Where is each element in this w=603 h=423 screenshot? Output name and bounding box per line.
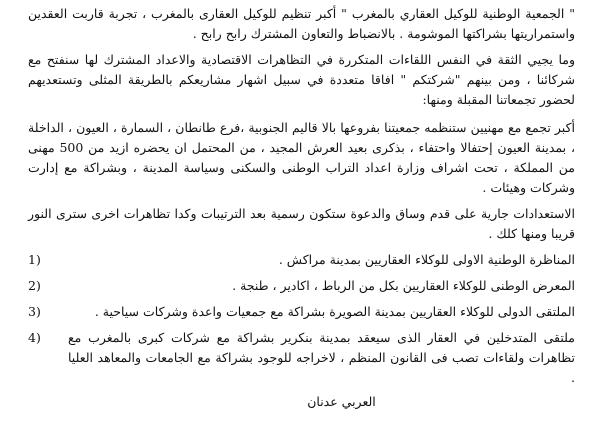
list-item-text: المعرض الوطنى للوكلاء العقاريين بكل من الرباط ، اكادير ، طنجة . bbox=[232, 278, 575, 293]
list-item-number: 3) bbox=[28, 304, 41, 319]
list-item-text: الملتقى الدولى للوكلاء العقاريين بمدينة الصويرة بشراكة مع جمعيات واعدة وشركات سياحية . bbox=[94, 304, 575, 319]
paragraph-intro: " الجمعية الوطنية للوكيل العقاري بالمغرب " أكبر تنظيم للوكيل العقارى بالمغرب ، تجربة قاربت العقدين واستمراريتها بشراكتها الموشومة . بالانضباط والتعاون المشترك رابح رابح . bbox=[28, 6, 575, 41]
document-body bbox=[28, 4, 575, 423]
paragraph-gathering: أكبر تجمع مع مهنيين ستنظمه جمعيتنا بفروعها بالا قاليم الجنوبية ،فرع طانطان ، السمارة ، العيون ، الداخلة ، بمدينة العيون إحتفالا واحتفاء ، بذكرى بعيد العرش المجيد ، من المحتمل ان يحضره ازيد من 500 مهنى من المملكة ، تحت اشراف وزارة اعداد التراب الوطنى والسكنى وسياسة المدينة ، وبشراكة مع إدارت وشركات وهيئات . bbox=[28, 120, 576, 195]
paragraph-partners: وما يجيي الثقة في النفس اللقاءات المتكررة في التظاهرات الاقتصادية والاعداد المشترك لها سنفتح مع شركائنا ، ومن بينهم "شركتكم " افاقا متعددة في سبيل اشهار مشاريعكم بالطريقة المثلى وتستعديهم لحضور تجمعاتنا المقبلة ومنها: bbox=[28, 52, 575, 107]
list-item-number: 1) bbox=[28, 252, 41, 267]
paragraph-preparations: الاستعدادات جارية على قدم وساق والدعوة ستكون رسمية بعد الترتيبات وكدا تظاهرات اخرى سترى النور قريبا ومنها كلك . bbox=[28, 206, 575, 241]
list-item-text: المناظرة الوطنية الاولى للوكلاء العقاريين بمدينة مراكش . bbox=[278, 252, 575, 267]
list-item bbox=[28, 276, 575, 296]
list-item bbox=[28, 250, 575, 270]
signature: العربي عدنان bbox=[307, 394, 376, 409]
list-item-number: 2) bbox=[28, 278, 41, 293]
list-item bbox=[28, 328, 575, 388]
list-item-number: 4) bbox=[28, 330, 41, 345]
list-item bbox=[28, 302, 575, 322]
events-list bbox=[28, 250, 575, 388]
list-item-text: ملتقى المتدخلين في العقار الذى سيعقد بمدينة بنكرير بشراكة مع شركات كبرى بالمغرب مع تظاهرات ولقاءات تصب فى القانون المنظم ، لاخراجه للوجود بشراكة مع الجامعات والمعاهد العليا . bbox=[68, 330, 575, 385]
